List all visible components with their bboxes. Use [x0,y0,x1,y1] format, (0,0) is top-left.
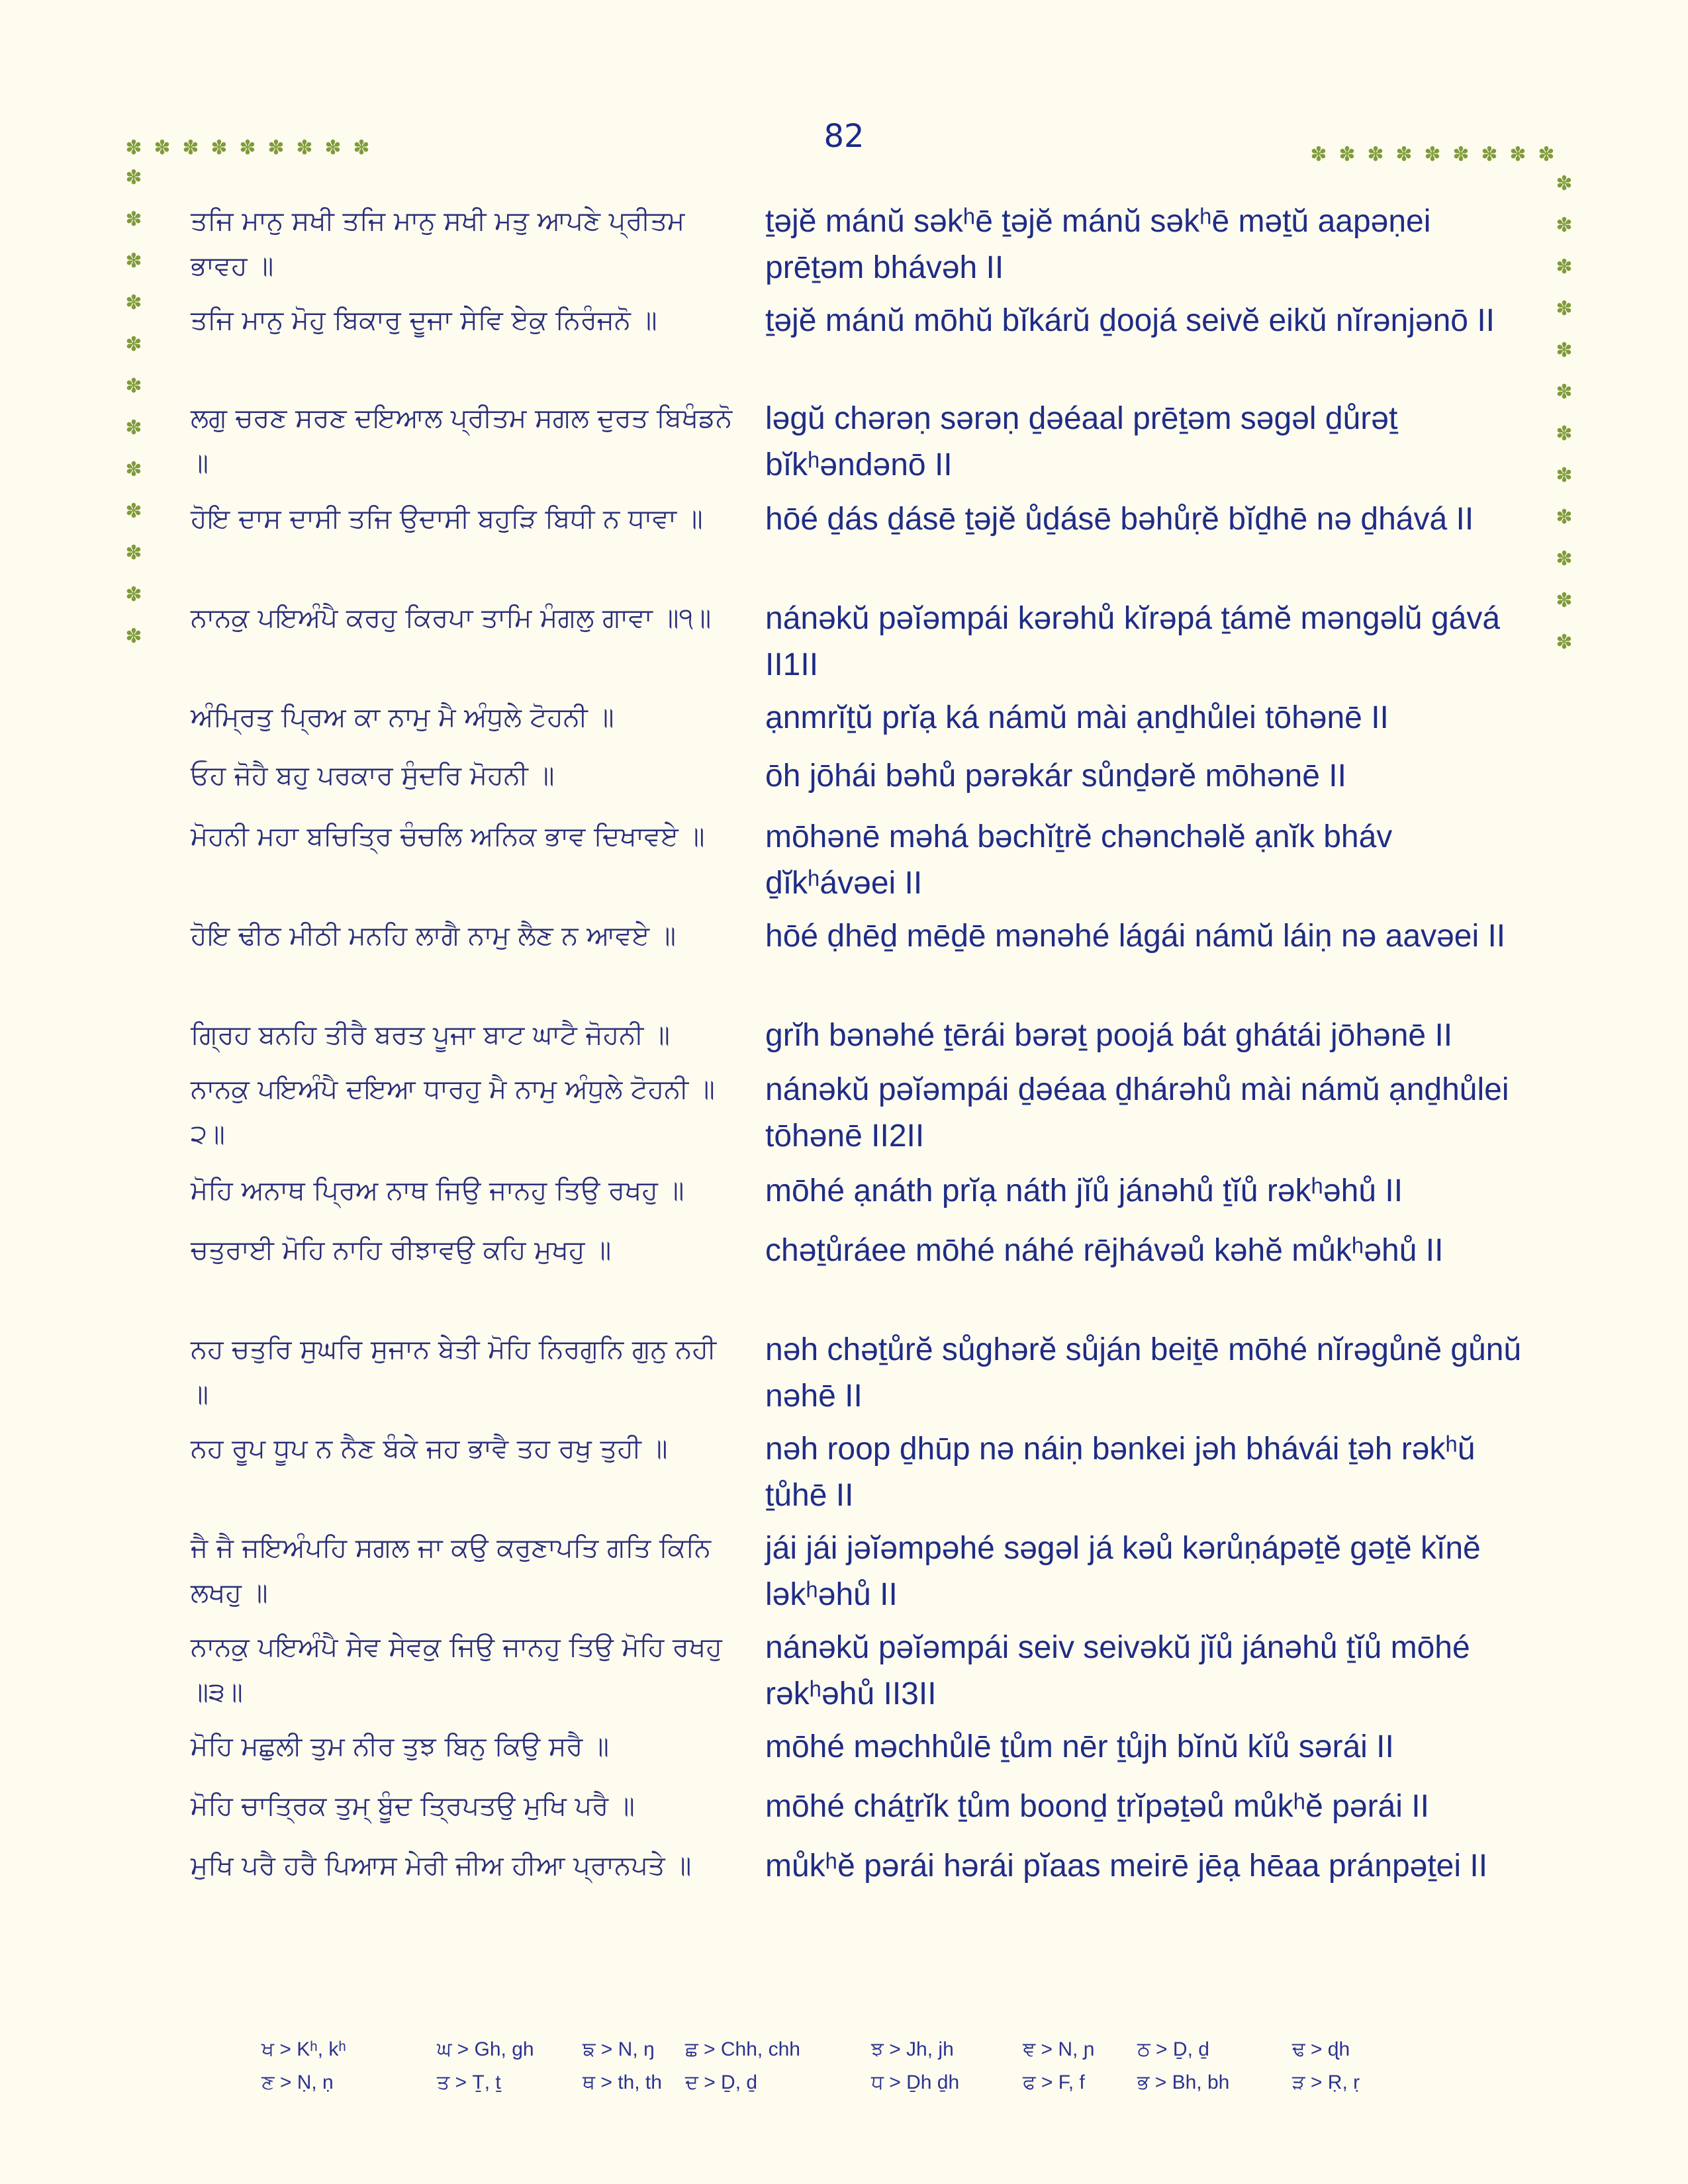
flower-icon: ✽ [296,136,313,159]
flower-icon: ✽ [267,136,285,159]
transliteration-line: nəh chəṯůrĕ sůghərĕ sůján beiṯē mōhé nĭrəgůnĕ gůnŭ nəhē II [765,1332,1522,1414]
gurmukhi-line: ਓਹ ਜੋਹੈ ਬਹੁ ਪਰਕਾਰ ਸੁੰਦਰਿ ਮੋਹਨੀ ॥ [191,760,555,791]
flower-icon: ✽ [1556,381,1573,404]
page-number: 82 [823,118,865,155]
flower-icon: ✽ [1556,297,1573,320]
legend-item: ੜ > Ṛ, ṛ [1292,2071,1360,2093]
transliteration-line: chəṯůráee mōhé náhé rējhávəů kəhĕ můkʰəhů II [765,1233,1444,1268]
flower-icon: ✽ [125,458,142,481]
legend-item: ਧ > Ḏh ḏh [871,2071,960,2093]
gurmukhi-line: ਨਹ ਰੂਪ ਧੂਪ ਨ ਨੈਣ ਬੰਕੇ ਜਹ ਭਾਵੈ ਤਹ ਰਖੁ ਤੁਹੀ ॥ [191,1433,668,1464]
transliteration-line: ạnmrĭṯŭ prĭạ ká námŭ mài ạnḏhůlei tōhənē II [765,700,1389,735]
transliteration-line: jái jái jəĭəmpəhé səgəl já kəů kərůṇápəṯĕ gəṯĕ kĭnĕ ləkʰəhů II [765,1531,1481,1612]
flower-icon: ✽ [211,136,228,159]
legend-item: ਝ > Jh, jh [871,2038,954,2060]
legend-item: ਞ > N, ɲ [1023,2038,1095,2060]
flower-icon: ✽ [1509,143,1526,166]
flower-icon: ✽ [324,136,342,159]
transliteration-line: mōhənē məhá bəchĭṯrĕ chənchəlĕ ạnĭk bháv ḏĭkʰávəei II [765,819,1393,901]
legend-item: ਘ > Gh, gh [437,2038,534,2060]
transliteration-legend [0,2038,1688,2105]
transliteration-line: hōé ḏás ḏásē ṯəjĕ ůḏásē bəhůṛĕ bĭḏhē nə ḏhává II [765,502,1474,537]
flower-icon: ✽ [1452,143,1470,166]
gurmukhi-line: ਮੋਹਿ ਮਛੁਲੀ ਤੁਮ ਨੀਰ ਤੁਝ ਬਿਨੁ ਕਿਉ ਸਰੈ ॥ [191,1731,609,1762]
flower-icon: ✽ [125,333,142,356]
flower-icon: ✽ [1556,589,1573,612]
transliteration-line: ōh jōhái bəhů pərəkár sůnḏərĕ mōhənē II [765,758,1346,794]
legend-item: ਙ > N, ŋ [583,2038,655,2060]
flower-icon: ✽ [125,541,142,565]
flower-icon: ✽ [125,250,142,273]
flower-icon: ✽ [1556,214,1573,237]
legend-row [0,2038,1688,2071]
transliteration-line: ṯəjĕ mánŭ səkʰē ṯəjĕ mánŭ səkʰē məṯŭ aapəṇei prēṯəm bhávəh II [765,204,1431,285]
gurmukhi-line: ਚਤੁਰਾਈ ਮੋਹਿ ਨਾਹਿ ਰੀਝਾਵਉ ਕਹਿ ਮੁਖਹੁ ॥ [191,1235,612,1265]
legend-item: ਫ > F, f [1023,2071,1085,2093]
flower-icon: ✽ [125,583,142,606]
gurmukhi-line: ਮੁਖਿ ਪਰੈ ਹਰੈ ਪਿਆਸ ਮੇਰੀ ਜੀਅ ਹੀਆ ਪ੍ਰਾਨਪਤੇ ॥ [191,1850,692,1881]
flower-icon: ✽ [1556,172,1573,195]
flower-icon: ✽ [125,375,142,398]
gurmukhi-line: ਨਾਨਕੁ ਪਇਅੰਪੈ ਸੇਵ ਸੇਵਕੁ ਜਿਉ ਜਾਨਹੁ ਤਿਉ ਮੋਹਿ ਰਖਹੁ ॥੩॥ [191,1632,722,1707]
flower-icon: ✽ [1556,631,1573,654]
flower-icon: ✽ [1556,422,1573,445]
flower-icon: ✽ [125,166,142,189]
flower-icon: ✽ [125,136,142,159]
legend-item: ਦ > Ḏ, ḏ [685,2071,758,2093]
flower-icon: ✽ [1395,143,1413,166]
flower-icon: ✽ [1481,143,1498,166]
flower-icon: ✽ [182,136,199,159]
gurmukhi-line: ਤਜਿ ਮਾਨੁ ਮੋਹੁ ਬਿਕਾਰੁ ਦੂਜਾ ਸੇਵਿ ਏਕੁ ਨਿਰੰਜਨੋ ॥ [191,305,657,336]
gurmukhi-line: ਮੋਹਿ ਅਨਾਥ ਪ੍ਰਿਅ ਨਾਥ ਜਿਉ ਜਾਨਹੁ ਤਿਉ ਰਖਹੁ ॥ [191,1175,684,1206]
flower-icon: ✽ [239,136,256,159]
flower-icon: ✽ [125,291,142,314]
flower-icon: ✽ [154,136,171,159]
flower-icon: ✽ [1538,143,1555,166]
flower-icon: ✽ [1556,506,1573,529]
gurmukhi-line: ਮੋਹਿ ਚਾਤ੍ਰਿਕ ਤੁਮ੍ ਬੂੰਦ ਤ੍ਰਿਪਤਉ ਮੁਖਿ ਪਰੈ ॥ [191,1791,635,1821]
legend-item: ਠ > Ḏ, ḏ [1137,2038,1209,2060]
flower-icon: ✽ [1556,255,1573,279]
gurmukhi-line: ਨਾਨਕੁ ਪਇਅੰਪੈ ਦਇਆ ਧਾਰਹੁ ਮੈ ਨਾਮੁ ਅੰਧੁਲੇ ਟੋਹਨੀ ॥੨॥ [191,1074,715,1150]
gurmukhi-line: ਗ੍ਰਿਹ ਬਨਹਿ ਤੀਰੈ ਬਰਤ ਪੂਜਾ ਬਾਟ ਘਾਟੈ ਜੋਹਨੀ ॥ [191,1020,670,1050]
flower-icon: ✽ [1310,143,1327,166]
transliteration-line: mōhé məchhůlē ṯům nēr ṯůjh bĭnŭ kĭů sərái II [765,1729,1394,1764]
transliteration-line: mōhé ạnáth prĭạ náth jĭů jánəhů ṯĭů rəkʰəhů II [765,1173,1403,1208]
flower-icon: ✽ [125,500,142,523]
gurmukhi-line: ਅੰਮ੍ਰਿਤੁ ਪ੍ਰਿਅ ਕਾ ਨਾਮੁ ਮੈ ਅੰਧੁਲੇ ਟੋਹਨੀ ॥ [191,702,614,733]
transliteration-line: nəh roop ḏhūp nə náiṇ bənkei jəh bhávái ṯəh rəkʰŭ ṯůhē II [765,1432,1476,1513]
legend-item: ਛ > Chh, chh [685,2038,800,2060]
flower-icon: ✽ [1556,339,1573,362]
legend-row [0,2071,1688,2105]
transliteration-line: můkʰĕ pərái hərái pĭaas meirē jēạ hēaa pránpəṯei II [765,1848,1488,1884]
flower-icon: ✽ [1556,464,1573,487]
transliteration-line: nánəkŭ pəĭəmpái seiv seivəkŭ jĭů jánəhů ṯĭů mōhé rəkʰəhů II3II [765,1630,1470,1711]
gurmukhi-line: ਨਹ ਚਤੁਰਿ ਸੁਘਰਿ ਸੁਜਾਨ ਬੇਤੀ ਮੋਹਿ ਨਿਰਗੁਨਿ ਗੁਨੁ ਨਹੀ ॥ [191,1334,716,1410]
gurmukhi-line: ਨਾਨਕੁ ਪਇਅੰਪੈ ਕਰਹੁ ਕਿਰਪਾ ਤਾਮਿ ਮੰਗਲੁ ਗਾਵਾ ॥੧॥ [191,603,712,633]
flower-icon: ✽ [125,208,142,231]
legend-item: ਭ > Bh, bh [1137,2071,1230,2093]
transliteration-line: ləgŭ chərəṇ sərəṇ ḏəéaal prēṯəm səgəl ḏůrəṯ bĭkʰəndənō II [765,401,1398,482]
gurmukhi-line: ਮੋਹਨੀ ਮਹਾ ਬਚਿਤ੍ਰਿ ਚੰਚਲਿ ਅਨਿਕ ਭਾਵ ਦਿਖਾਵਏ ॥ [191,821,705,852]
flower-icon: ✽ [1556,547,1573,570]
gurmukhi-line: ਹੋਇ ਢੀਠ ਮੀਠੀ ਮਨਹਿ ਲਾਗੈ ਨਾਮੁ ਲੈਣ ਨ ਆਵਏ ॥ [191,921,676,951]
gurmukhi-line: ਹੋਇ ਦਾਸ ਦਾਸੀ ਤਜਿ ਉਦਾਸੀ ਬਹੁੜਿ ਬਿਧੀ ਨ ਧਾਵਾ ॥ [191,504,703,534]
legend-item: ਢ > ɖh [1292,2038,1350,2060]
transliteration-line: grĭh bənəhé ṯērái bərəṯ poojá bát ghátái jōhənē II [765,1018,1453,1053]
legend-item: ਖ > Kʰ, kʰ [261,2038,346,2060]
legend-item: ਣ > Ṇ, ṇ [261,2071,334,2093]
legend-item: ਤ > Ṯ, ṯ [437,2071,501,2093]
flower-icon: ✽ [1338,143,1356,166]
gurmukhi-line: ਤਜਿ ਮਾਨੁ ਸਖੀ ਤਜਿ ਮਾਨੁ ਸਖੀ ਮਤੁ ਆਪਣੇ ਪ੍ਰੀਤਮ ਭਾਵਹ ॥ [191,206,685,281]
flower-icon: ✽ [125,416,142,439]
flower-icon: ✽ [1424,143,1441,166]
gurmukhi-line: ਲਗੁ ਚਰਣ ਸਰਣ ਦਇਆਲ ਪ੍ਰੀਤਮ ਸਗਲ ਦੁਰਤ ਬਿਖੰਡਨੋ ॥ [191,403,733,478]
transliteration-line: hōé ḍhēḏ mēḏē mənəhé lágái námŭ láiṇ nə aavəei II [765,919,1506,954]
transliteration-line: mōhé cháṯrĭk ṯům boonḏ ṯrĭpəṯəů můkʰĕ pərái II [765,1789,1429,1824]
transliteration-line: nánəkŭ pəĭəmpái kərəhů kĭrəpá ṯámĕ məngəlŭ gává II1II [765,601,1501,682]
transliteration-line: ṯəjĕ mánŭ mōhŭ bĭkárŭ ḏoojá seivĕ eikŭ nĭrənjənō II [765,303,1495,338]
flower-icon: ✽ [125,625,142,648]
legend-item: ਥ > th, th [583,2071,662,2093]
gurmukhi-line: ਜੈ ਜੈ ਜਇਅੰਪਹਿ ਸਗਲ ਜਾ ਕਉ ਕਰੁਣਾਪਤਿ ਗਤਿ ਕਿਨਿ ਲਖਹੁ ॥ [191,1533,711,1608]
flower-icon: ✽ [1367,143,1384,166]
flower-icon: ✽ [353,136,370,159]
transliteration-line: nánəkŭ pəĭəmpái ḏəéaa ḏhárəhů mài námŭ ạnḏhůlei tōhənē II2II [765,1072,1509,1154]
